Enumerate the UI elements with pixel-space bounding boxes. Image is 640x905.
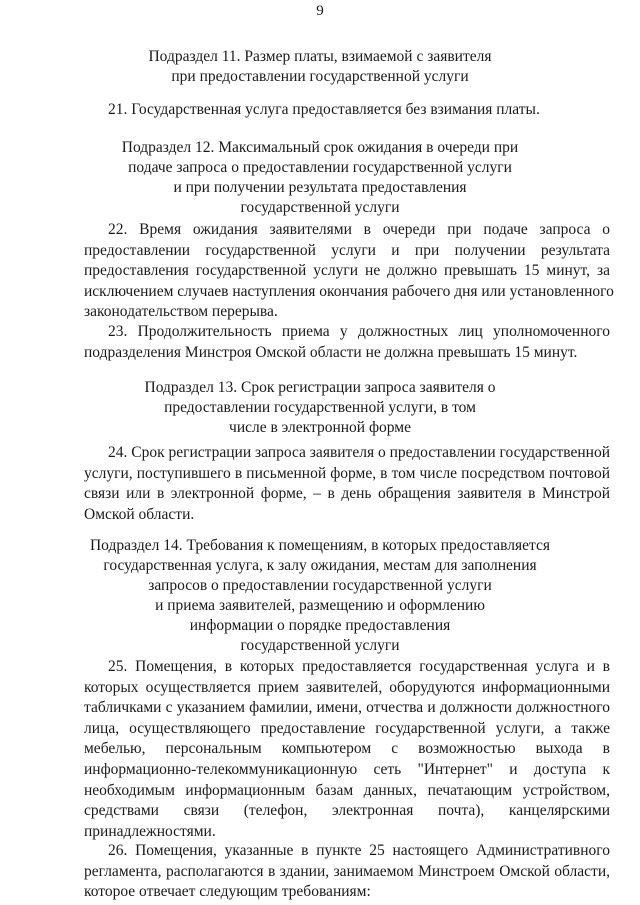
paragraph-line: исключением случаев наступления окончания рабочего дня или установленного xyxy=(84,282,614,300)
page-number: 9 xyxy=(316,3,324,19)
heading-line: и при получении результата предоставления xyxy=(173,179,467,196)
paragraph-line: которых осуществляется прием заявителей, оборудуются информационными xyxy=(84,678,610,696)
paragraph-line: предоставления государственной услуги не должно превышать 15 минут, за xyxy=(84,262,610,280)
paragraph-line: регламента, располагаются в здании, занимаемом Минстроем Омской области, xyxy=(84,862,610,880)
paragraph-line: средствами связи (телефон, электронная почта), канцелярскими xyxy=(84,802,610,820)
heading-line: государственной услуги xyxy=(240,637,400,654)
paragraph-24 xyxy=(84,443,610,525)
subsection-12-heading xyxy=(80,138,560,218)
paragraph-line: мебелью, персональным компьютером с возможностью выхода в xyxy=(84,740,610,758)
heading-line: Подраздел 14. Требования к помещениям, в которых предоставляется xyxy=(89,537,551,554)
heading-line: при предоставлении государственной услуги xyxy=(171,68,469,85)
paragraph-line: которое отвечает следующим требованиям: xyxy=(84,883,371,901)
heading-line: числе в электронной форме xyxy=(229,419,411,436)
paragraph-21 xyxy=(84,100,610,121)
heading-line: запросов о предоставлении государственной услуги xyxy=(148,577,492,594)
paragraph-line: принадлежностями. xyxy=(84,822,216,840)
heading-line: государственной услуги xyxy=(240,199,400,216)
paragraph-line: услуги, поступившего в письменной форме, в том числе посредством почтовой xyxy=(84,464,610,482)
subsection-11-heading xyxy=(80,47,560,87)
paragraph-line: 24. Срок регистрации запроса заявителя о предоставлении государственной xyxy=(108,444,610,461)
paragraph-line: подразделения Минстроя Омской области не должна превышать 15 минут. xyxy=(84,343,578,361)
paragraph-25 xyxy=(84,657,610,842)
paragraph-line: 26. Помещения, указанные в пункте 25 настоящего Административного xyxy=(108,842,610,859)
paragraph-line: лица, осуществляющего предоставление государственной услуги, а также xyxy=(84,719,610,737)
paragraph-line: 25. Помещения, в которых предоставляется государственная услуга и в xyxy=(108,658,610,675)
heading-line: государственная услуга, к залу ожидания, местам для заполнения xyxy=(103,557,537,574)
paragraph-line: 23. Продолжительность приема у должностных лиц уполномоченного xyxy=(108,323,610,340)
subsection-13-heading xyxy=(80,378,560,438)
paragraph-line: Омской области. xyxy=(84,505,195,523)
paragraph-line: предоставлении государственной услуги и при получении результата xyxy=(84,241,610,259)
paragraph-26 xyxy=(84,841,610,903)
paragraph-line: связи или в электронной форме, – в день обращения заявителя в Минстрой xyxy=(84,485,610,503)
paragraph-line: табличками с указанием фамилии, имени, отчества и должности должностного xyxy=(84,699,610,717)
paragraph-line: информационно-телекоммуникационную сеть "Интернет" и доступа к xyxy=(84,760,610,778)
heading-line: предоставлении государственной услуги, в том xyxy=(164,399,476,416)
paragraph-23 xyxy=(84,322,610,363)
heading-line: Подраздел 11. Размер платы, взимаемой с заявителя xyxy=(148,48,492,65)
heading-line: и приема заявителей, размещению и оформлению xyxy=(155,597,485,614)
heading-line: Подраздел 12. Максимальный срок ожидания в очереди при xyxy=(121,139,519,156)
subsection-14-heading xyxy=(80,536,560,656)
paragraph-line: необходимым информационным базам данных, печатающим устройством, xyxy=(84,781,610,799)
paragraph-line: 21. Государственная услуга предоставляется без взимания платы. xyxy=(108,101,540,118)
paragraph-line: законодательством перерыва. xyxy=(84,303,278,321)
heading-line: Подраздел 13. Срок регистрации запроса заявителя о xyxy=(144,379,496,396)
heading-line: подаче запроса о предоставлении государственной услуги xyxy=(128,159,512,176)
heading-line: информации о порядке предоставления xyxy=(189,617,451,634)
paragraph-22 xyxy=(84,220,614,323)
paragraph-line: 22. Время ожидания заявителями в очереди при подаче запроса о xyxy=(108,221,610,238)
